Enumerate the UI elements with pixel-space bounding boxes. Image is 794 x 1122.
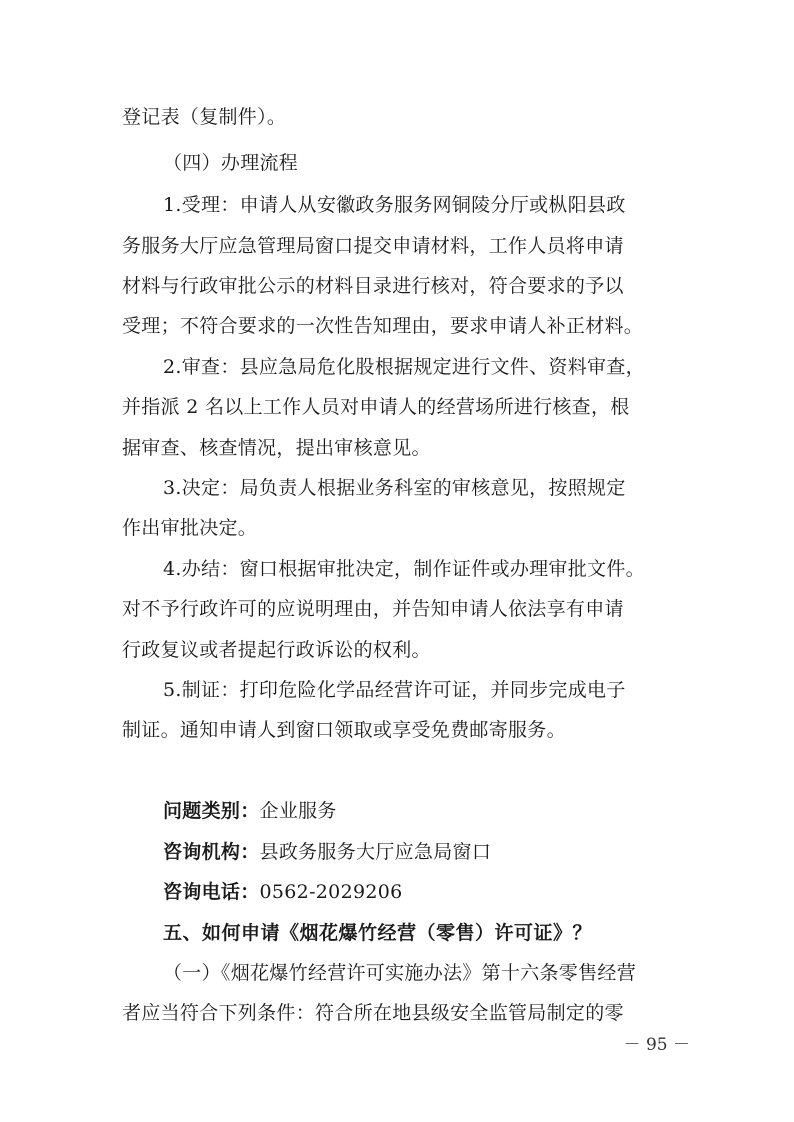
text-line: 者应当符合下列条件：符合所在地县级安全监管局制定的零: [122, 1002, 624, 1024]
text-line: 作出审批决定。: [122, 517, 258, 539]
agency-value: 县政务服务大厅应急局窗口: [259, 841, 492, 863]
text-line: 受理；不符合要求的一次性告知理由，要求申请人补正材料。: [122, 315, 644, 337]
text-line: 对不予行政许可的应说明理由，并告知申请人依法享有申请: [122, 598, 624, 620]
info-agency: [163, 837, 682, 867]
text-line: 据审查、核查情况，提出审核意见。: [122, 437, 431, 459]
text-line: 务服务大厅应急管理局窗口提交申请材料，工作人员将申请: [122, 235, 624, 257]
page-number: － 95 －: [623, 1035, 690, 1055]
info-phone: [163, 877, 682, 907]
section-heading: 五、如何申请《烟花爆竹经营（零售）许可证》？: [163, 922, 593, 944]
text-line: （一）《烟花爆竹经营许可实施办法》第十六条零售经营: [163, 962, 637, 984]
text-line: 并指派 2 名以上工作人员对申请人的经营场所进行核查，根: [122, 396, 630, 418]
text-line: 制证。通知申请人到窗口领取或享受免费邮寄服务。: [122, 719, 566, 741]
text-line: 5.制证：打印危险化学品经营许可证，并同步完成电子: [163, 679, 626, 701]
text-line: 行政复议或者提起行政诉讼的权利。: [122, 639, 431, 661]
text-line: 2.审查：县应急局危化股根据规定进行文件、资料审查，: [163, 356, 645, 378]
text-line: 材料与行政审批公示的材料目录进行核对，符合要求的予以: [122, 275, 624, 297]
text-line: 1.受理：申请人从安徽政务服务网铜陵分厅或枞阳县政: [163, 194, 626, 216]
text-line: 3.决定：局负责人根据业务科室的审核意见，按照规定: [163, 477, 626, 499]
phone-label: 咨询电话：: [163, 881, 260, 903]
text-line: 4.办结：窗口根据审批决定，制作证件或办理审批文件。: [163, 558, 645, 580]
category-value: 企业服务: [259, 800, 337, 822]
subsection-heading: （四）办理流程: [163, 152, 299, 174]
agency-label: 咨询机构：: [163, 841, 260, 863]
category-label: 问题类别：: [163, 800, 260, 822]
text-line: 登记表（复制件）。: [122, 106, 287, 128]
phone-value: 0562-2029206: [259, 881, 403, 903]
info-category: [163, 796, 682, 826]
